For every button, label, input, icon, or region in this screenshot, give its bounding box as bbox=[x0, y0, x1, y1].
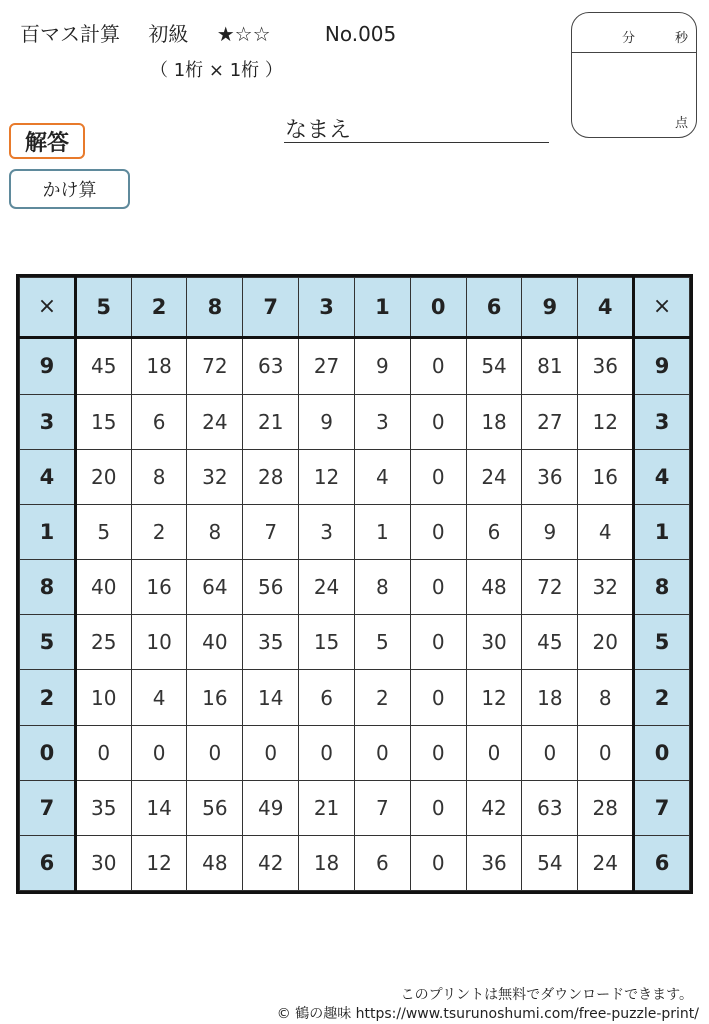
answer-cell: 0 bbox=[243, 725, 299, 780]
answer-cell: 9 bbox=[299, 394, 355, 449]
row-header: 7 bbox=[634, 780, 690, 835]
answer-cell: 15 bbox=[75, 394, 131, 449]
answer-cell: 20 bbox=[578, 615, 634, 670]
answer-cell: 35 bbox=[75, 780, 131, 835]
answer-cell: 3 bbox=[299, 505, 355, 560]
answer-cell: 24 bbox=[299, 560, 355, 615]
column-header: 3 bbox=[299, 278, 355, 338]
difficulty-stars: ★☆☆ bbox=[216, 22, 271, 46]
answer-cell: 4 bbox=[354, 449, 410, 504]
answer-cell: 18 bbox=[299, 835, 355, 890]
answer-cell: 10 bbox=[131, 615, 187, 670]
answer-cell: 10 bbox=[75, 670, 131, 725]
row-header: 5 bbox=[634, 615, 690, 670]
footer-note: このプリントは無料でダウンロードできます。 bbox=[400, 987, 693, 1003]
row-header: 5 bbox=[20, 615, 76, 670]
row-header: 6 bbox=[20, 835, 76, 890]
answer-cell: 4 bbox=[578, 505, 634, 560]
answer-cell: 36 bbox=[466, 835, 522, 890]
answer-cell: 6 bbox=[354, 835, 410, 890]
answer-cell: 14 bbox=[243, 670, 299, 725]
answer-cell: 14 bbox=[131, 780, 187, 835]
answer-cell: 9 bbox=[522, 505, 578, 560]
worksheet-number: No.005 bbox=[324, 22, 397, 46]
column-header: 8 bbox=[187, 278, 243, 338]
row-header: 3 bbox=[634, 394, 690, 449]
name-label: なまえ bbox=[285, 118, 352, 143]
answer-cell: 40 bbox=[75, 560, 131, 615]
answer-cell: 0 bbox=[522, 725, 578, 780]
answer-cell: 24 bbox=[187, 394, 243, 449]
column-header: 7 bbox=[243, 278, 299, 338]
answer-cell: 35 bbox=[243, 615, 299, 670]
answer-cell: 3 bbox=[354, 394, 410, 449]
row-header: 8 bbox=[20, 560, 76, 615]
answer-cell: 6 bbox=[299, 670, 355, 725]
answer-cell: 0 bbox=[299, 725, 355, 780]
answer-cell: 30 bbox=[466, 615, 522, 670]
answer-cell: 0 bbox=[75, 725, 131, 780]
answer-cell: 0 bbox=[410, 725, 466, 780]
answer-cell: 8 bbox=[187, 505, 243, 560]
hundred-grid bbox=[16, 274, 693, 894]
answer-cell: 27 bbox=[522, 394, 578, 449]
footer-credit: © 鶴の趣味 https://www.tsurunoshumi.com/free-puzzle-print/ bbox=[276, 1006, 699, 1022]
answer-cell: 27 bbox=[299, 337, 355, 394]
answer-cell: 0 bbox=[410, 835, 466, 890]
answer-badge: 解答 bbox=[9, 123, 85, 159]
answer-cell: 18 bbox=[522, 670, 578, 725]
answer-cell: 48 bbox=[187, 835, 243, 890]
answer-cell: 5 bbox=[75, 505, 131, 560]
grid-row bbox=[20, 505, 690, 560]
answer-cell: 18 bbox=[466, 394, 522, 449]
row-header: 1 bbox=[20, 505, 76, 560]
row-header: 0 bbox=[634, 725, 690, 780]
answer-cell: 42 bbox=[466, 780, 522, 835]
answer-cell: 21 bbox=[243, 394, 299, 449]
answer-cell: 72 bbox=[187, 337, 243, 394]
answer-cell: 9 bbox=[354, 337, 410, 394]
answer-cell: 5 bbox=[354, 615, 410, 670]
score-divider bbox=[572, 52, 696, 53]
answer-cell: 45 bbox=[522, 615, 578, 670]
answer-cell: 54 bbox=[466, 337, 522, 394]
grid-row bbox=[20, 560, 690, 615]
answer-cell: 0 bbox=[410, 560, 466, 615]
grid-header-row bbox=[20, 278, 690, 338]
answer-cell: 16 bbox=[131, 560, 187, 615]
column-header: 6 bbox=[466, 278, 522, 338]
answer-cell: 64 bbox=[187, 560, 243, 615]
answer-cell: 0 bbox=[578, 725, 634, 780]
answer-cell: 56 bbox=[187, 780, 243, 835]
row-header: 2 bbox=[20, 670, 76, 725]
row-header: 2 bbox=[634, 670, 690, 725]
answer-cell: 6 bbox=[131, 394, 187, 449]
title-text: 百マス計算 bbox=[20, 22, 120, 46]
answer-cell: 0 bbox=[410, 505, 466, 560]
answer-cell: 36 bbox=[578, 337, 634, 394]
answer-cell: 49 bbox=[243, 780, 299, 835]
answer-cell: 42 bbox=[243, 835, 299, 890]
answer-cell: 4 bbox=[131, 670, 187, 725]
answer-cell: 8 bbox=[578, 670, 634, 725]
corner-times-symbol: × bbox=[20, 278, 76, 338]
row-header: 0 bbox=[20, 725, 76, 780]
answer-cell: 8 bbox=[131, 449, 187, 504]
column-header: 9 bbox=[522, 278, 578, 338]
answer-cell: 0 bbox=[410, 394, 466, 449]
points-label: 点 bbox=[675, 116, 689, 131]
grid-row bbox=[20, 449, 690, 504]
answer-cell: 0 bbox=[410, 780, 466, 835]
answer-cell: 30 bbox=[75, 835, 131, 890]
answer-cell: 25 bbox=[75, 615, 131, 670]
answer-cell: 2 bbox=[354, 670, 410, 725]
answer-cell: 0 bbox=[131, 725, 187, 780]
row-header: 7 bbox=[20, 780, 76, 835]
grid-row bbox=[20, 337, 690, 394]
score-box bbox=[571, 12, 697, 138]
answer-cell: 56 bbox=[243, 560, 299, 615]
answer-cell: 0 bbox=[410, 449, 466, 504]
minutes-label: 分 bbox=[622, 31, 636, 46]
row-header: 1 bbox=[634, 505, 690, 560]
answer-cell: 7 bbox=[243, 505, 299, 560]
answer-cell: 24 bbox=[466, 449, 522, 504]
worksheet-subtitle: （ 1桁 × 1桁 ） bbox=[150, 60, 283, 81]
operation-badge: かけ算 bbox=[9, 169, 130, 209]
row-header: 9 bbox=[20, 337, 76, 394]
column-header: 0 bbox=[410, 278, 466, 338]
row-header: 4 bbox=[634, 449, 690, 504]
answer-cell: 16 bbox=[578, 449, 634, 504]
answer-cell: 18 bbox=[131, 337, 187, 394]
grid-row bbox=[20, 725, 690, 780]
grid-row bbox=[20, 394, 690, 449]
answer-cell: 16 bbox=[187, 670, 243, 725]
answer-cell: 40 bbox=[187, 615, 243, 670]
answer-cell: 20 bbox=[75, 449, 131, 504]
answer-cell: 6 bbox=[466, 505, 522, 560]
answer-cell: 0 bbox=[410, 337, 466, 394]
answer-cell: 7 bbox=[354, 780, 410, 835]
answer-cell: 12 bbox=[466, 670, 522, 725]
answer-cell: 2 bbox=[131, 505, 187, 560]
level-text: 初級 bbox=[148, 22, 189, 46]
answer-cell: 48 bbox=[466, 560, 522, 615]
answer-cell: 12 bbox=[131, 835, 187, 890]
seconds-label: 秒 bbox=[675, 31, 689, 46]
answer-cell: 0 bbox=[187, 725, 243, 780]
answer-cell: 12 bbox=[578, 394, 634, 449]
answer-cell: 36 bbox=[522, 449, 578, 504]
column-header: 2 bbox=[131, 278, 187, 338]
answer-cell: 72 bbox=[522, 560, 578, 615]
grid-row bbox=[20, 835, 690, 890]
grid-row bbox=[20, 615, 690, 670]
answer-cell: 28 bbox=[243, 449, 299, 504]
answer-cell: 24 bbox=[578, 835, 634, 890]
name-field-line[interactable] bbox=[284, 142, 549, 143]
answer-cell: 54 bbox=[522, 835, 578, 890]
column-header: 1 bbox=[354, 278, 410, 338]
row-header: 9 bbox=[634, 337, 690, 394]
answer-cell: 1 bbox=[354, 505, 410, 560]
worksheet-title bbox=[20, 18, 418, 47]
answer-cell: 63 bbox=[522, 780, 578, 835]
column-header: 4 bbox=[578, 278, 634, 338]
corner-times-symbol: × bbox=[634, 278, 690, 338]
row-header: 4 bbox=[20, 449, 76, 504]
answer-cell: 63 bbox=[243, 337, 299, 394]
answer-cell: 45 bbox=[75, 337, 131, 394]
grid-row bbox=[20, 780, 690, 835]
column-header: 5 bbox=[75, 278, 131, 338]
answer-cell: 0 bbox=[410, 615, 466, 670]
answer-cell: 81 bbox=[522, 337, 578, 394]
row-header: 3 bbox=[20, 394, 76, 449]
answer-cell: 28 bbox=[578, 780, 634, 835]
row-header: 8 bbox=[634, 560, 690, 615]
multiplication-table bbox=[19, 277, 690, 891]
answer-cell: 32 bbox=[578, 560, 634, 615]
answer-cell: 0 bbox=[410, 670, 466, 725]
answer-cell: 12 bbox=[299, 449, 355, 504]
answer-cell: 15 bbox=[299, 615, 355, 670]
answer-cell: 32 bbox=[187, 449, 243, 504]
answer-cell: 0 bbox=[466, 725, 522, 780]
answer-cell: 8 bbox=[354, 560, 410, 615]
row-header: 6 bbox=[634, 835, 690, 890]
grid-row bbox=[20, 670, 690, 725]
answer-cell: 0 bbox=[354, 725, 410, 780]
answer-cell: 21 bbox=[299, 780, 355, 835]
